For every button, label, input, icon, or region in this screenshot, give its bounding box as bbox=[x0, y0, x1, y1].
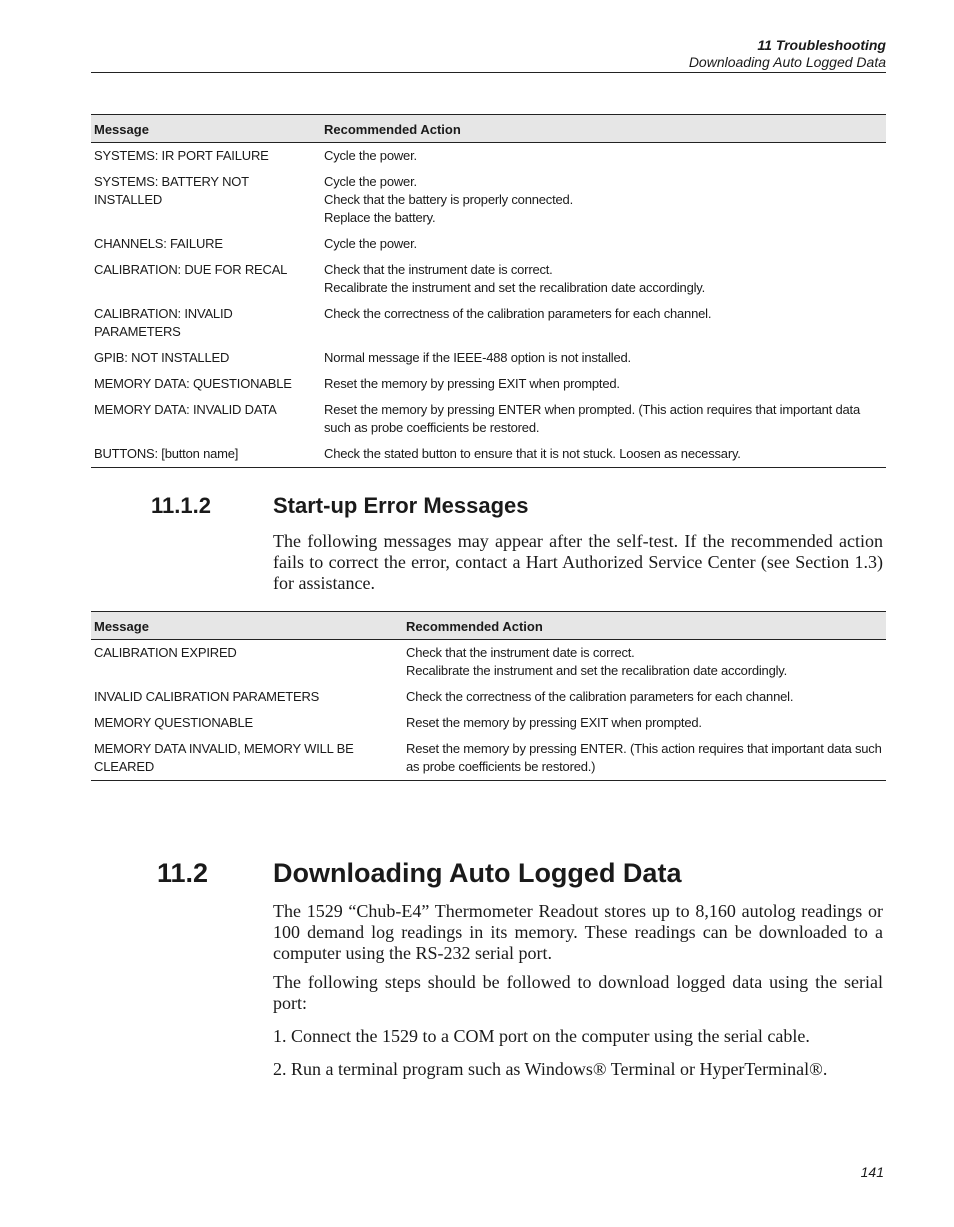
header-rule bbox=[91, 72, 886, 73]
recommended-action-cell bbox=[321, 301, 886, 345]
recommended-action-cell bbox=[321, 143, 886, 170]
message-cell: GPIB: NOT INSTALLED bbox=[94, 350, 230, 365]
table-row bbox=[91, 257, 886, 301]
action-line: Recalibrate the instrument and set the recalibration date accordingly. bbox=[324, 280, 706, 295]
recommended-action-cell bbox=[321, 345, 886, 371]
recommended-action-cell bbox=[321, 441, 886, 468]
action-line: Check that the instrument date is correct. bbox=[324, 262, 553, 277]
section-title: Downloading Auto Logged Data bbox=[273, 858, 682, 888]
message-cell: INVALID CALIBRATION PARAMETERS bbox=[94, 689, 320, 704]
column-header-recommended-action: Recommended Action bbox=[403, 612, 886, 640]
startup-error-messages-table-body bbox=[91, 640, 886, 781]
table-header-row bbox=[91, 115, 886, 143]
message-cell: MEMORY DATA: INVALID DATA bbox=[94, 402, 277, 417]
message-cell: BUTTONS: [button name] bbox=[91, 441, 321, 468]
message-cell: SYSTEMS: BATTERY NOT INSTALLED bbox=[94, 174, 249, 207]
table-row bbox=[91, 640, 886, 685]
error-messages-table-body bbox=[91, 143, 886, 468]
action-line: Cycle the power. bbox=[324, 174, 417, 189]
table-row bbox=[91, 736, 886, 781]
table-row bbox=[91, 345, 886, 371]
step-item: 2. Run a terminal program such as Windows® Terminal or HyperTerminal®. bbox=[273, 1059, 828, 1079]
message-cell: MEMORY QUESTIONABLE bbox=[94, 715, 253, 730]
action-line: Check the correctness of the calibration parameters for each channel. bbox=[324, 306, 712, 321]
step-item: 1. Connect the 1529 to a COM port on the computer using the serial cable. bbox=[273, 1026, 810, 1046]
recommended-action-cell bbox=[321, 169, 886, 231]
column-header-message: Message bbox=[91, 612, 403, 640]
table-row bbox=[91, 684, 886, 710]
page-number: 141 bbox=[860, 1164, 884, 1180]
table-row bbox=[91, 441, 886, 468]
column-header-message: Message bbox=[91, 115, 321, 143]
table-row bbox=[91, 371, 886, 397]
message-cell: CALIBRATION: INVALID PARAMETERS bbox=[94, 306, 233, 339]
table-row bbox=[91, 231, 886, 257]
action-line: Check that the instrument date is correct. bbox=[406, 645, 635, 660]
startup-error-messages-table bbox=[91, 611, 886, 781]
running-header-chapter: 11 Troubleshooting bbox=[757, 37, 886, 53]
message-cell: CALIBRATION: DUE FOR RECAL bbox=[94, 262, 288, 277]
message-cell: CHANNELS: FAILURE bbox=[94, 236, 223, 251]
table-header-row bbox=[91, 612, 886, 640]
recommended-action-cell bbox=[321, 231, 886, 257]
running-header-section: Downloading Auto Logged Data bbox=[688, 54, 886, 70]
action-line: Normal message if the IEEE-488 option is not installed. bbox=[324, 350, 631, 365]
section-number: 11.2 bbox=[157, 858, 209, 888]
section-paragraph: The following steps should be followed to download logged data using the serial port: bbox=[273, 972, 883, 1013]
action-line: Reset the memory by pressing EXIT when prompted. bbox=[406, 715, 702, 730]
action-line: Reset the memory by pressing EXIT when prompted. bbox=[324, 376, 620, 391]
action-line: Check that the battery is properly connected. bbox=[324, 192, 573, 207]
section-title: Start-up Error Messages bbox=[273, 493, 529, 518]
section-paragraph: The following messages may appear after the self-test. If the recommended action fails to correct the error, contact a Hart Authorized Service Center (see Section 1.3) for assistance. bbox=[273, 531, 883, 593]
table-row bbox=[91, 397, 886, 441]
error-messages-table bbox=[91, 114, 886, 468]
action-line: Reset the memory by pressing ENTER when prompted. (This action requires that important data such as probe coefficients be restored. bbox=[324, 402, 860, 435]
table-row bbox=[91, 710, 886, 736]
section-number: 11.1.2 bbox=[151, 493, 211, 518]
column-header-recommended-action: Recommended Action bbox=[321, 115, 886, 143]
recommended-action-cell bbox=[403, 736, 886, 781]
message-cell: SYSTEMS: IR PORT FAILURE bbox=[94, 148, 269, 163]
recommended-action-cell bbox=[403, 710, 886, 736]
message-cell: CALIBRATION EXPIRED bbox=[94, 645, 237, 660]
recommended-action-cell bbox=[403, 684, 886, 710]
message-cell: MEMORY DATA: QUESTIONABLE bbox=[94, 376, 292, 391]
action-line: Check the correctness of the calibration parameters for each channel. bbox=[406, 689, 794, 704]
table-row bbox=[91, 169, 886, 231]
action-line: Replace the battery. bbox=[324, 210, 436, 225]
table-row bbox=[91, 301, 886, 345]
recommended-action-cell bbox=[403, 640, 886, 685]
recommended-action-cell bbox=[321, 397, 886, 441]
running-header bbox=[689, 37, 886, 71]
action-line: Check the stated button to ensure that it is not stuck. Loosen as necessary. bbox=[324, 446, 741, 461]
action-line: Recalibrate the instrument and set the recalibration date accordingly. bbox=[406, 663, 788, 678]
recommended-action-cell bbox=[321, 257, 886, 301]
recommended-action-cell bbox=[321, 371, 886, 397]
section-paragraph: The 1529 “Chub-E4” Thermometer Readout stores up to 8,160 autolog readings or 100 demand log readings in its memory. These readings can be downloaded to a computer using the RS-232 serial port. bbox=[273, 901, 883, 963]
action-line: Cycle the power. bbox=[324, 148, 417, 163]
message-cell: MEMORY DATA INVALID, MEMORY WILL BE CLEARED bbox=[91, 736, 403, 781]
table-row bbox=[91, 143, 886, 170]
action-line: Reset the memory by pressing ENTER. (This action requires that important data such as probe coefficients be restored.) bbox=[406, 741, 882, 774]
action-line: Cycle the power. bbox=[324, 236, 417, 251]
